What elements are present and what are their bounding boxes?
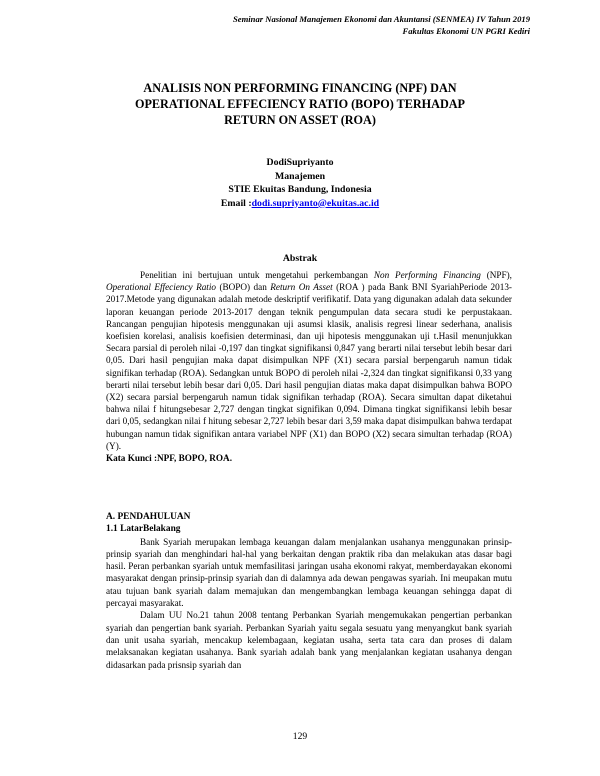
page-number: 129: [292, 731, 308, 742]
section-heading: A. PENDAHULUAN: [106, 512, 191, 522]
title-line-1: ANALISIS NON PERFORMING FINANCING (NPF) DAN: [143, 81, 457, 95]
author-institution: STIE Ekuitas Bandung, Indonesia: [228, 184, 372, 195]
abstract-paragraph: [106, 269, 512, 452]
title-line-2: OPERATIONAL EFFECIENCY RATIO (BOPO) TERHADAP: [135, 97, 465, 111]
keywords: Kata Kunci :NPF, BOPO, ROA.: [106, 453, 232, 464]
abstract-heading: Abstrak: [282, 253, 318, 264]
subsection-heading: 1.1 LatarBelakang: [106, 524, 181, 535]
header-faculty: Fakultas Ekonomi UN PGRI Kediri: [402, 25, 530, 36]
author-name: DodiSupriyanto: [266, 157, 334, 168]
author-department: Manajemen: [274, 170, 326, 182]
author-email-line: [90, 197, 510, 211]
author-block: [90, 156, 510, 210]
abstract-text-4: (ROA ) pada Bank BNI SyariahPeriode 2013-2017.Metode yang digunakan adalah metode deskriptif verifikatif. Data yang digunakan adalah data sekunder laporan keuangan periode 2013-2017 dengan teknik pengumpulan data secara studi ke perpustakaan. Rancangan pengujian hipotesis menggunakan uji asumsi klasik, analisis regresi linear sederhana, analisis koefisien korelasi, analisis koefisien determinasi, dan uji hipotesis menggunakan uji t.Hasil menunjukkan Secara parsial di peroleh nilai -0,197 dan tingkat signifikansi 0,847 yang berarti nilai tersebut lebih besar dari 0,05. Dari hasil pengujian maka dapat disimpulkan NPF (X1) secara parsial berpengaruh namun tidak signifikan terhadap (ROA). Sedangkan untuk BOPO di peroleh nilai -2,324 dan tingkat signifikansi 0,33 yang berarti nilai tersebut lebih besar dari 0,05. Dari hasil pengujian diatas maka dapat disimpulkan bahwa BOPO (X2) secara parsial berpengaruh namun tidak signifikan terhadap (ROA). Secara simultan dapat diketahui bahwa nilai f hitungsebesar 2,727 dengan tingkat signifikan 0,094. Dimana tingkat signifikansi lebih besar dari 0,05, sedangkan nilai f hitung sebesar 2,727 lebih besar dari 3,59 maka dapat disimpulkan bahwa terdapat hubungan namun tidak signifikan antara variabel NPF (X1) dan BOPO (X2) secara simultan terhadap (ROA) (Y).: [106, 282, 512, 451]
abstract-text-1: Penelitian ini bertujuan untuk mengetahui perkembangan: [140, 270, 374, 280]
paper-title: [90, 80, 510, 128]
body-paragraph-1: Bank Syariah merupakan lembaga keuangan dalam menjalankan usahanya menggunakan prinsip-prinsip syariah dan menghindari hal-hal yang berkaitan dengan praktik riba dan melakukan atas dasar bagi hasil. Peran perbankan syariah untuk memfasilitasi jaringan usaha ekonomi rakyat, memberdayakan ekonomi masyarakat dengan prinsip-prinsip syariah dan di dalamnya ada dewan pengawas syariah. Ini meupakan mutu atau tujuan bank syariah dalam memajukan dan mengembangkan lembaga keuangan sehingga dapat di percayai masyarakat.: [106, 536, 512, 609]
main-body: [106, 511, 512, 671]
email-link[interactable]: dodi.supriyanto@ekuitas.ac.id: [251, 197, 380, 209]
abstract-text-2: (NPF),: [480, 270, 512, 280]
running-header: [233, 14, 530, 37]
header-seminar-name: Seminar Nasional Manajemen Ekonomi dan Akuntansi (SENMEA) IV Tahun 2019: [233, 14, 530, 24]
email-label: Email :: [220, 197, 252, 209]
body-paragraph-2: Dalam UU No.21 tahun 2008 tentang Perbankan Syariah mengemukakan pengertian perbankan syariah dan pengertian bank syariah. Perbankan Syariah yaitu segala sesuatu yang menyangkut bank syariah dan unit usaha syariah, mencakup kelembagaan, kegiatan usaha, serta tata cara dan proses di dalam melaksanakan kegiatan usahanya. Bank syariah adalah bank yang menjalankan kegiatan usahanya dengan didasarkan pada prisnsip syariah dan: [106, 610, 512, 670]
abstract-term-roa: Return On Asset: [270, 282, 333, 293]
abstract-term-bopo: Operational Effeciency Ratio: [106, 282, 216, 293]
abstract-text-3: (BOPO) dan: [216, 282, 271, 293]
abstract-term-npf: Non Performing Financing: [373, 270, 481, 280]
title-line-3: RETURN ON ASSET (ROA): [224, 113, 376, 127]
abstract-body: [106, 269, 512, 464]
